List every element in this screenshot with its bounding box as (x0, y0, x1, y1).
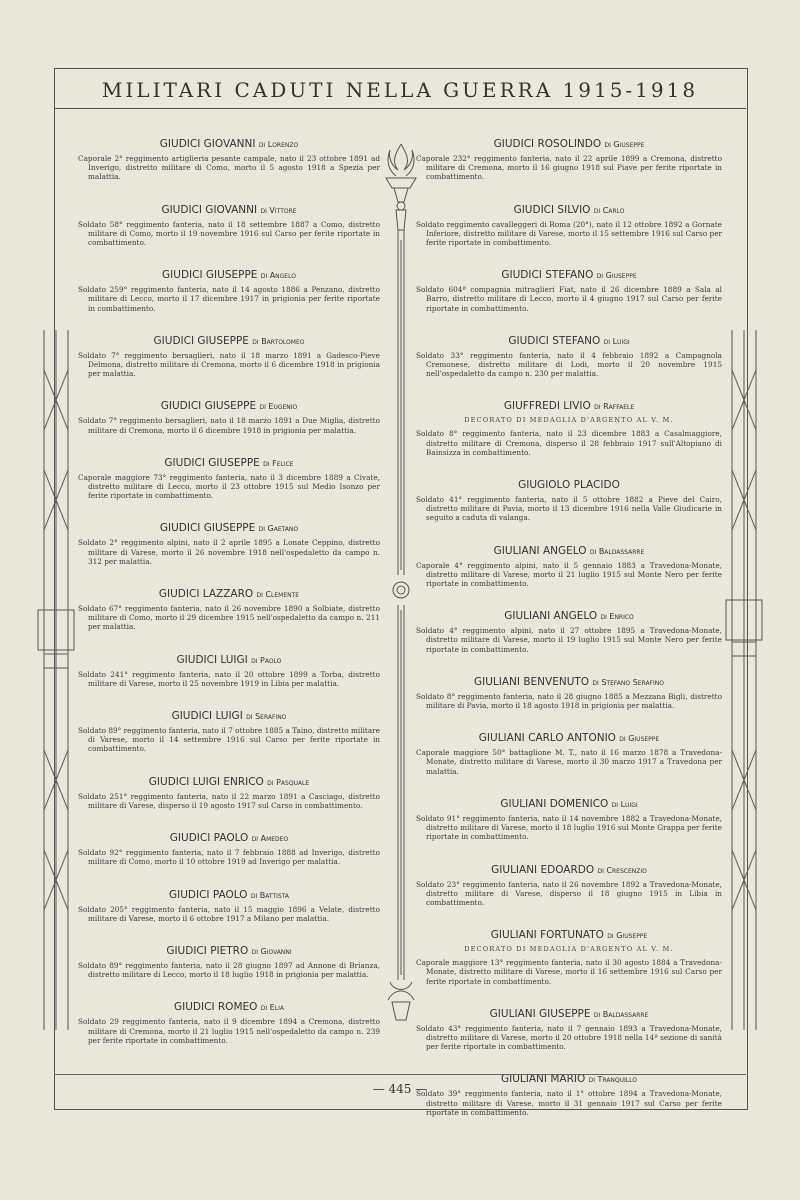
list-item (78, 335, 380, 379)
entry-text: Soldato 7° reggimento bersaglieri, nato il 18 marzo 1891 a Gadesco-Pieve Delmona, distretto militare di Cremona, morto il 6 dicembre 1918 in prigionia per malattia. (78, 350, 380, 379)
entry-text: Soldato 92° reggimento fanteria, nato il 7 febbraio 1888 ad Inverigo, distretto militare di Como, morto il 10 ottobre 1919 ad Inverigo per malattia. (78, 848, 380, 867)
entry-text: Soldato 89° reggimento fanteria, nato il 7 ottobre 1885 a Taino, distretto militare di Varese, morto il 14 settembre 1916 sul Carso per ferite riportate in combattimento. (78, 726, 380, 754)
entry-text: Soldato 91° reggimento fanteria, nato il 14 novembre 1882 a Travedona-Monate, distretto militare di Varese, morto il 18 luglio 1916 sul Monte Grappa per ferite riportate in combattimento. (416, 813, 722, 842)
entry-name: GIUDICI GIUSEPPE di Gaetano (159, 522, 299, 535)
list-item (416, 138, 722, 182)
list-item (416, 204, 722, 248)
entry-name: GIULIANI BENVENUTO di Stefano Serafino (474, 675, 664, 688)
list-item (416, 929, 722, 986)
entry-name: GIUDICI GIOVANNI di Vittore (161, 203, 297, 216)
entry-text: Soldato 89° reggimento fanteria, nato il 28 giugno 1897 ad Annone di Brianza, distretto militare di Lecco, morto il 18 luglio 1918 in prigionia per malattia. (78, 960, 380, 980)
entry-name: GIULIANI GIUSEPPE di Baldassarre (489, 1007, 649, 1020)
list-item (78, 832, 380, 866)
entry-name: GIUDICI LUIGI di Serafino (171, 710, 287, 723)
entry-text: Caporale 4° reggimento alpini, nato il 5 gennaio 1883 a Travedona-Monate, distretto militare di Varese, morto il 21 luglio 1915 sul Monte Nero per ferite riportate in combattimento. (416, 560, 722, 589)
list-item (78, 400, 380, 434)
entry-name: GIULIANI CARLO ANTONIO di Giuseppe (478, 732, 660, 745)
entry-name: GIULIANI ANGELO di Baldassarre (493, 544, 645, 557)
list-item (416, 798, 722, 842)
list-item (416, 545, 722, 589)
decoration-note: DECORATO DI MEDAGLIA D'ARGENTO AL V. M. (464, 945, 674, 954)
entry-text: Soldato 67° reggimento fanteria, nato il 26 novembre 1890 a Solbiate, distretto militare di Como, morto il 29 dicembre 1915 nell'ospedaletto da campo n. 211 per malattia. (78, 604, 380, 632)
list-item (78, 776, 380, 810)
entry-name: GIUDICI GIUSEPPE di Felice (164, 456, 294, 469)
entry-text: Soldato 23° reggimento fanteria, nato il 26 novembre 1892 a Travedona-Monate, distretto militare di Varese, disperso il 18 giugno 1915 in Libia in combattimento. (416, 879, 722, 907)
entry-text: Soldato 251° reggimento fanteria, nato il 22 marzo 1891 a Casciago, distretto militare di Varese, disperso il 19 agosto 1917 sul Carso in combattimento. (78, 791, 380, 810)
list-item (78, 654, 380, 688)
entry-text: Soldato 29 reggimento fanteria, nato il 9 dicembre 1894 a Cremona, distretto militare di Cremona, morto il 21 luglio 1915 nell'ospedaletto da campo n. 239 per ferite riportate in combattimento. (78, 1017, 380, 1045)
entry-name: GIUDICI STEFANO di Giuseppe (501, 269, 637, 282)
list-item (416, 610, 722, 654)
entry-name: GIUDICI ROMEO di Elia (174, 1001, 284, 1014)
entry-text: Soldato 259° reggimento fanteria, nato il 14 agosto 1886 a Penzano, distretto militare di Lecco, morto il 17 dicembre 1917 in prigionia per ferite riportate in combattimento. (78, 285, 380, 313)
entry-text: Soldato 205° reggimento fanteria, nato il 15 maggio 1896 a Velate, distretto militare di Varese, morto il 6 ottobre 1917 a Milano per malattia. (78, 904, 380, 923)
entry-name: GIUDICI LUIGI di Paolo (176, 653, 282, 666)
entry-text: Soldato 2° reggimento alpini, nato il 2 aprile 1895 a Lonate Ceppino, distretto militare di Varese, morto il 26 novembre 1918 nell'ospedaletto da campo n. 312 per malattia. (78, 538, 380, 566)
entry-text: Caporale 232° reggimento fanteria, nato il 22 aprile 1899 a Cremona, distretto militare di Cremona, morto il 16 giugno 1918 sul Piave per ferite riportate in combattimento. (416, 154, 722, 182)
entry-text: Soldato 4° reggimento alpini, nato il 27 ottobre 1895 a Travedona-Monate, distretto militare di Varese, morto il 19 luglio 1915 sul Monte Nero per ferite riportate in combattimento. (416, 626, 722, 654)
entry-name: GIUDICI ROSOLINDO di Giuseppe (493, 138, 645, 150)
entry-name: GIUFFREDI LIVIO di Raffaele (503, 400, 635, 413)
list-item (416, 676, 722, 710)
footer-divider (54, 1074, 746, 1075)
list-item (416, 335, 722, 379)
list-item (78, 588, 380, 632)
list-item (78, 1001, 380, 1045)
page-title: MILITARI CADUTI NELLA GUERRA 1915-1918 (101, 78, 699, 102)
entry-text: Soldato 39° reggimento fanteria, nato il 1° ottobre 1894 a Travedona-Monate, distretto militare di Varese, morto il 31 gennaio 1917 sul Carso per ferite riportate in combattimento. (416, 1089, 722, 1117)
entry-name: GIUGIOLO PLACIDO (518, 479, 620, 492)
entry-name: GIUDICI SILVIO di Carlo (513, 203, 625, 216)
entry-text: Soldato 58° reggimento fanteria, nato il 18 settembre 1887 a Como, distretto militare di Como, morto il 19 novembre 1916 sul Carso per ferite riportate in combattimento. (78, 219, 380, 248)
right-pillar-ornament (722, 330, 766, 1030)
entry-name: GIULIANI EDOARDO di Crescenzio (491, 863, 647, 876)
list-item (78, 138, 380, 182)
entry-text: Soldato 8° reggimento fanteria, nato il 23 dicembre 1883 a Casalmaggiore, distretto militare di Cremona, disperso il 28 febbraio 1917 sull'Altopiano di Bainsizza in combattimento. (416, 429, 722, 457)
decoration-note: DECORATO DI MEDAGLIA D'ARGENTO AL V. M. (464, 416, 674, 425)
entry-text: Soldato 7° reggimento bersaglieri, nato il 18 marzo 1891 a Due Miglia, distretto militare di Cremona, morto il 6 dicembre 1918 in prigionia per malattia. (78, 416, 380, 435)
right-column (416, 138, 722, 1117)
entry-name: GIUDICI GIUSEPPE di Bartolomeo (153, 334, 305, 347)
list-item (78, 269, 380, 313)
list-item (416, 269, 722, 313)
entry-text: Soldato 604ª compagnia mitraglieri Fiat, nato il 26 dicembre 1889 a Sala al Barro, distretto militare di Lecco, morto il 4 giugno 1917 sul Carso per ferite riportate in combattimento. (416, 285, 722, 313)
list-item (416, 864, 722, 908)
list-item (416, 1008, 722, 1052)
entry-name: GIUDICI LUIGI ENRICO di Pasquale (148, 775, 310, 788)
page-number: — 445 — (372, 1082, 428, 1096)
entry-name: GIUDICI STEFANO di Luigi (508, 334, 630, 347)
left-pillar-ornament (34, 330, 78, 1030)
list-item (416, 1073, 722, 1117)
entry-name: GIULIANI MARIO di Tranquillo (500, 1073, 637, 1086)
list-item (78, 889, 380, 923)
list-item (78, 457, 380, 501)
entry-name: GIUDICI GIUSEPPE di Angelo (162, 269, 296, 282)
entry-text: Soldato 43° reggimento fanteria, nato il 7 gennaio 1893 a Travedona-Monate, distretto militare di Varese, morto il 20 ottobre 1918 nella 14ª sezione di sanità per ferite riportate in combattimento. (416, 1023, 722, 1052)
entry-text: Caporale 2° reggimento artiglieria pesante campale, nato il 23 ottobre 1891 ad Inverigo, distretto militare di Como, morto il 5 agosto 1918 a Spezia per malattia. (78, 154, 380, 182)
list-item (78, 204, 380, 248)
list-item (78, 522, 380, 566)
entry-name: GIUDICI PAOLO di Battista (168, 888, 290, 901)
list-item (78, 945, 380, 979)
entry-text: Soldato 41° reggimento fanteria, nato il 5 ottobre 1882 a Pieve del Cairo, distretto militare di Pavia, morto il 13 dicembre 1916 nella Valle Giudicarie in seguito a caduta di valanga. (416, 495, 722, 523)
entry-name: GIUDICI PIETRO di Giovanni (166, 944, 292, 957)
header-divider (54, 108, 746, 109)
entry-name: GIULIANI DOMENICO di Luigi (500, 797, 638, 810)
entry-name: GIULIANI ANGELO di Enrico (504, 610, 634, 623)
entry-text: Soldato reggimento cavalleggeri di Roma (20°), nato il 12 ottobre 1892 a Gornate Inferiore, distretto militare di Varese, morto il 15 settembre 1916 sul Carso per ferite riportate in combattimento. (416, 219, 722, 248)
list-item (416, 400, 722, 457)
entry-text: Soldato 241° reggimento fanteria, nato il 20 ottobre 1899 a Torba, distretto militare di Varese, morto il 25 novembre 1919 in Libia per malattia. (78, 669, 380, 688)
entry-text: Soldato 33° reggimento fanteria, nato il 4 febbraio 1892 a Campagnola Cremonese, distretto militare di Lodi, morto il 20 novembre 1915 nell'ospedaletto da campo n. 230 per malattia. (416, 350, 722, 379)
entry-text: Soldato 8° reggimento fanteria, nato il 28 giugno 1885 a Mezzana Bigli, distretto militare di Pavia, morto il 18 agosto 1918 in prigionia per malattia. (416, 691, 722, 711)
entry-text: Caporale maggiore 73° reggimento fanteria, nato il 3 dicembre 1889 a Civate, distretto militare di Lecco, morto il 23 ottobre 1915 sul Medio Isonzo per ferite riportate in combattimento. (78, 472, 380, 501)
entry-text: Caporale maggiore 50° battaglione M. T., nato il 16 marzo 1878 a Travedona-Monate, distretto militare di Varese, morto il 30 marzo 1917 a Travedona per malattia. (416, 748, 722, 776)
entry-name: GIUDICI PAOLO di Amedeo (169, 832, 289, 845)
left-column (78, 138, 380, 1045)
entry-name: GIUDICI GIOVANNI di Lorenzo (159, 138, 299, 150)
list-item (78, 710, 380, 754)
entry-name: GIUDICI LAZZARO di Clemente (158, 588, 300, 601)
list-item (416, 479, 722, 523)
entry-name: GIUDICI GIUSEPPE di Eugenio (160, 400, 298, 413)
list-item (416, 732, 722, 776)
entry-name: GIULIANI FORTUNATO di Giuseppe (490, 929, 648, 942)
entry-text: Caporale maggiore 13° reggimento fanteria, nato il 30 agosto 1884 a Travedona-Monate, distretto militare di Varese, morto il 16 settembre 1916 sul Carso per ferite riportate in combattimento. (416, 958, 722, 986)
